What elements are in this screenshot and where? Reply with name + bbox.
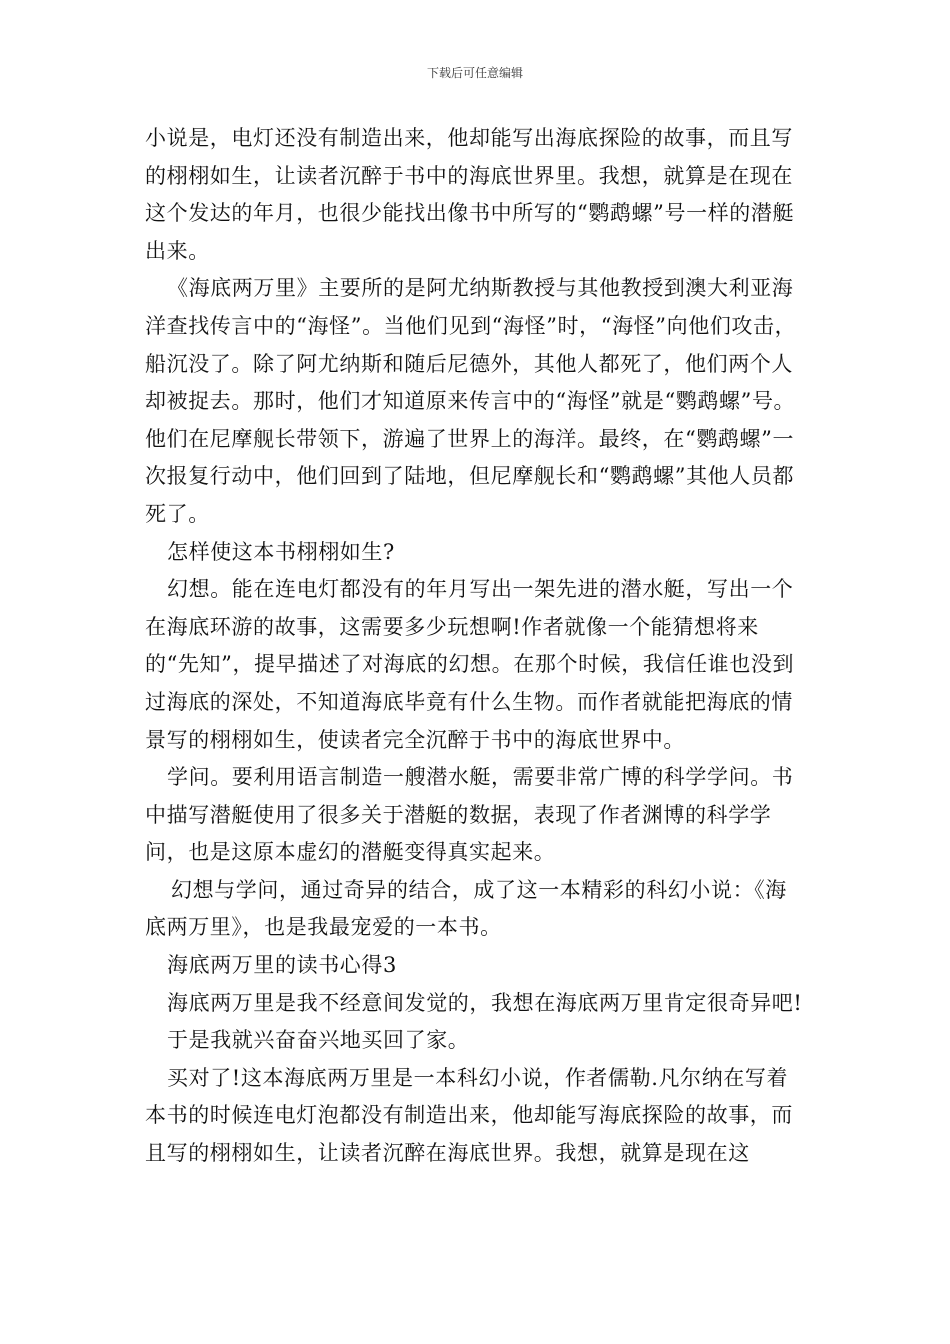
paragraph-review: 买对了!这本海底两万里是一本科幻小说，作者儒勒.凡尔纳在写着本书的时候连电灯泡都没有制造出来，他却能写海底探险的故事，而且写的栩栩如生，让读者沉醉在海底世界。我想，就算是现在这 (145, 1065, 793, 1166)
paragraph-purchase: 于是我就兴奋奋兴地买回了家。 (167, 1028, 470, 1053)
paragraph-question: 怎样使这本书栩栩如生? (167, 539, 395, 564)
paragraph-novel-intro: 小说是，电灯还没有制造出来，他却能写出海底探险的故事，而且写的栩栩如生，让读者沉醉于书中的海底世界里。我想，就算是在现在这个发达的年月，也很少能找出像书中所写的“鹦鹉螺”号一样的潜艇出来。 (145, 126, 795, 263)
paragraph-conclusion: 幻想与学问，通过奇异的结合，成了这一本精彩的科幻小说：《海底两万里》，也是我最宠爱的一本书。 (145, 877, 787, 940)
section-heading: 海底两万里的读书心得3 (167, 953, 397, 978)
paragraph-discovery: 海底两万里是我不经意间发觉的，我想在海底两万里肯定很奇异吧! (167, 990, 803, 1015)
paragraph-imagination: 幻想。能在连电灯都没有的年月写出一架先进的潜水艇，写出一个在海底环游的故事，这需要多少玩想啊!作者就像一个能猜想将来的“先知”，提早描述了对海底的幻想。在那个时候，我信任谁也没到过海底的深处，不知道海底毕竟有什么生物。而作者就能把海底的情景写的栩栩如生，使读者完全沉醉于书中的海底世界中。 (145, 577, 795, 752)
document-body (145, 120, 807, 1173)
paragraph-plot-summary: 《海底两万里》主要所的是阿尤纳斯教授与其他教授到澳大利亚海洋查找传言中的“海怪”。当他们见到“海怪”时，“海怪”向他们攻击，船沉没了。除了阿尤纳斯和随后尼德外，其他人都死了，他们两个人却被捉去。那时，他们才知道原来传言中的“海怪”就是“鹦鹉螺”号。他们在尼摩舰长带领下，游遍了世界上的海洋。最终，在“鹦鹉螺”一次报复行动中，他们回到了陆地，但尼摩舰长和“鹦鹉螺”其他人员都死了。 (145, 276, 797, 526)
page-header-note: 下载后可任意编辑 (426, 66, 523, 80)
paragraph-knowledge: 学问。要利用语言制造一艘潜水艇，需要非常广博的科学学问。书中描写潜艇使用了很多关于潜艇的数据，表现了作者渊博的科学学问，也是这原本虚幻的潜艇变得真实起来。 (145, 765, 794, 865)
